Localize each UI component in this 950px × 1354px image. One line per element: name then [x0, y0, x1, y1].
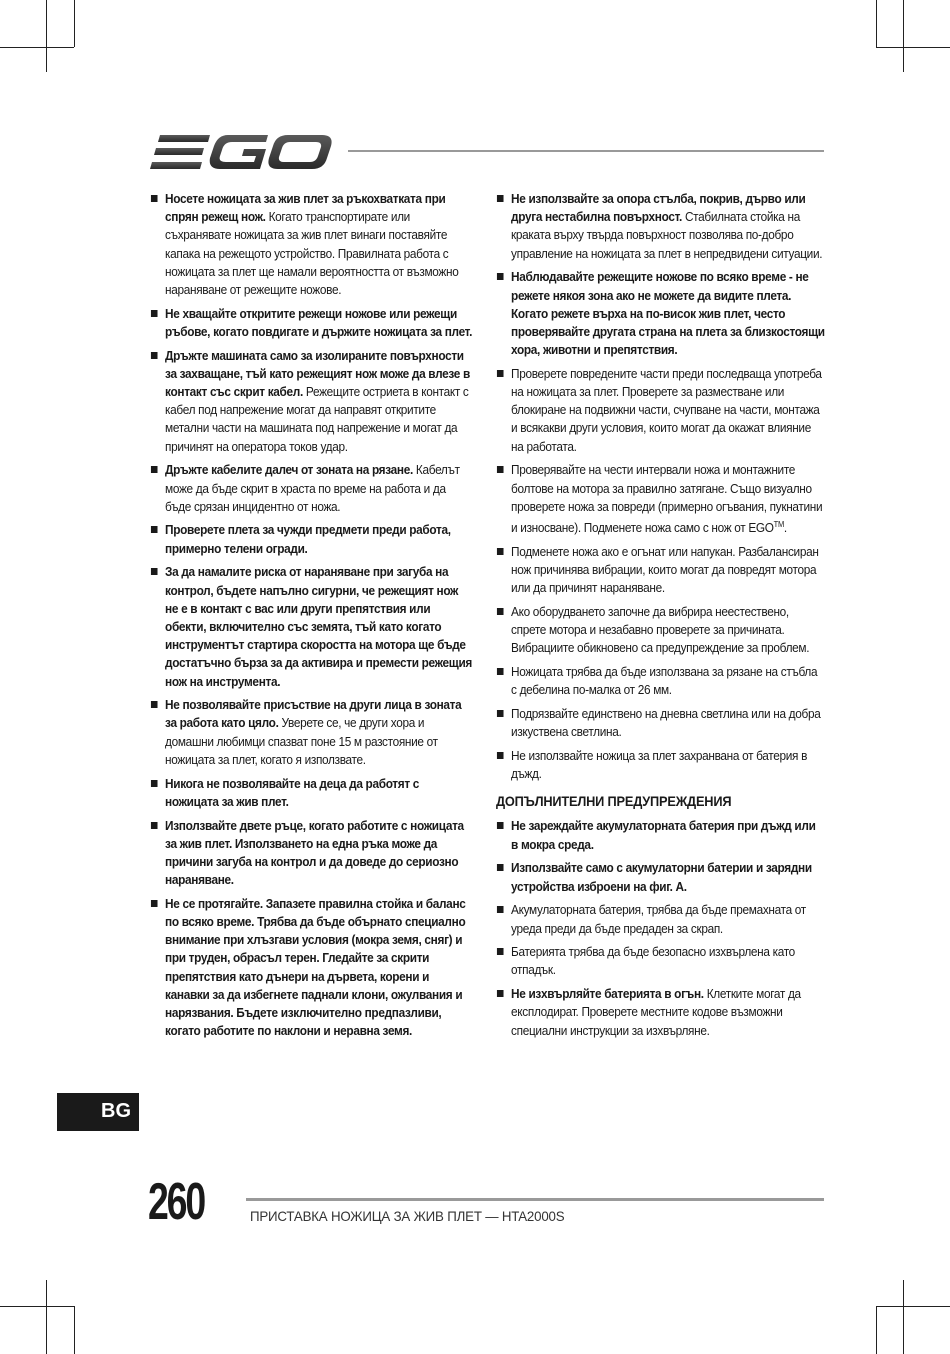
- bullet-square-icon: [497, 948, 504, 955]
- list-item: [150, 461, 473, 516]
- crop-mark: [876, 1306, 877, 1354]
- list-item: [150, 775, 473, 811]
- list-item: [150, 347, 473, 456]
- header-rule: [348, 150, 824, 152]
- crop-mark: [74, 0, 75, 47]
- list-item: [496, 603, 825, 658]
- list-item: [150, 563, 473, 690]
- language-code: BG: [101, 1100, 131, 1122]
- crop-mark: [46, 1280, 47, 1354]
- bullet-square-icon: [497, 752, 504, 759]
- list-item: [496, 747, 825, 783]
- list-item: [150, 696, 473, 769]
- item-text: Батерията трябва да бъде безопасно изхвърлена като отпадък.: [511, 945, 795, 978]
- item-bold-text: Използвайте двете ръце, когато работите с ножицата за жив плет. Използването на една ръка може да причини загуба на контрол и да доведе до сериозно нараняване.: [165, 818, 464, 888]
- bullet-square-icon: [497, 370, 504, 377]
- trademark-superscript: TM: [773, 519, 784, 529]
- bullet-square-icon: [497, 668, 504, 675]
- list-item: [496, 985, 825, 1040]
- item-bold-text: Дръжте машината само за изолираните повърхности за захващане, тъй като режещият нож може да влезе в контакт със скрит кабел.: [165, 348, 470, 400]
- bullet-square-icon: [497, 990, 504, 997]
- bullet-square-icon: [497, 195, 504, 202]
- list-item: [496, 901, 825, 937]
- item-text: Ножицата трябва да бъде използвана за рязане на стъбла с дебелина по-малка от 26 мм.: [511, 665, 818, 698]
- list-item: [496, 190, 825, 263]
- crop-mark: [46, 0, 47, 72]
- list-item: [496, 943, 825, 979]
- item-bold-text: Не изхвърляйте батерията в огън.: [511, 987, 704, 1002]
- bullet-square-icon: [497, 548, 504, 555]
- item-text: Проверете повредените части преди последваща употреба на ножицата за плет. Проверете за разместване или блокиране на подвижни части, счупване на части, монтажа и всякакви други условия, които могат да окажат влияние на работата.: [511, 366, 822, 454]
- bullet-square-icon: [151, 195, 158, 202]
- item-text: Режещите остриета в контакт с кабел под напрежение могат да направят откритите метални части на машината под напрежение и могат да причинят на оператора токов удар.: [165, 385, 469, 454]
- right-column: [496, 190, 825, 1045]
- item-text: Не използвайте ножица за плет захранвана от батерия в дъжд.: [511, 748, 808, 782]
- item-bold-text: Наблюдавайте режещите ножове по всяко време - не режете някоя зона ако не можете да видите плета. Когато режете върха на по-висок жив плет, често проверявайте другата страна на плета за близкостоящи хора, животни и препятствия.: [511, 270, 825, 358]
- list-item: [496, 705, 825, 741]
- bullet-square-icon: [151, 526, 158, 533]
- bullet-square-icon: [497, 466, 504, 473]
- page-number: 260: [148, 1173, 204, 1231]
- list-item: [496, 268, 825, 359]
- item-bold-text: Не използвайте за опора стълба, покрив, дърво или друга нестабилна повърхност.: [511, 192, 806, 225]
- list-item: [496, 663, 825, 699]
- item-text: Подменете ножа ако е огънат или напукан. Разбалансиран нож причинява вибрации, които могат да повредят мотора или да причинят нараняване.: [511, 544, 819, 596]
- footer-title: ПРИСТАВКА НОЖИЦА ЗА ЖИВ ПЛЕТ — HTA2000S: [250, 1208, 565, 1224]
- item-text: Клетките могат да експлодират. Проверете местните кодове възможни специални инструкции за изхвърляне.: [511, 987, 801, 1038]
- bullet-square-icon: [151, 900, 158, 907]
- bullet-square-icon: [497, 906, 504, 913]
- item-text: Уверете се, че други хора и домашни любимци спазват поне 15 м разстояние от ножицата за плет, когато я използвате.: [165, 716, 438, 767]
- list-item: [496, 461, 825, 537]
- item-bold-text: Дръжте кабелите далеч от зоната на рязане.: [165, 463, 413, 478]
- item-bold-text: Използвайте само с акумулаторни батерии и зарядни устройства изброени на фиг. А.: [511, 861, 812, 894]
- item-text: Акумулаторната батерия, трябва да бъде премахната от уреда преди да бъде предаден за скрап.: [511, 903, 806, 936]
- additional-warnings-list: [496, 817, 825, 1039]
- crop-mark: [876, 47, 950, 48]
- bullet-square-icon: [151, 701, 158, 708]
- bullet-square-icon: [151, 466, 158, 473]
- item-text-tail: .: [783, 521, 787, 536]
- bullet-square-icon: [151, 352, 158, 359]
- item-bold-text: Не зареждайте акумулаторната батерия при дъжд или в мокра среда.: [511, 819, 816, 852]
- crop-mark: [876, 1306, 950, 1307]
- list-item: [496, 365, 825, 456]
- crop-mark: [74, 1306, 75, 1354]
- ego-logo: [150, 132, 332, 172]
- section-heading: ДОПЪЛНИТЕЛНИ ПРЕДУПРЕЖДЕНИЯ: [496, 794, 732, 810]
- list-item: [150, 817, 473, 890]
- item-bold-text: Никога не позволявайте на деца да работят с ножицата за жив плет.: [165, 776, 420, 809]
- list-item: [150, 521, 473, 557]
- item-text: Когато транспортирате или съхранявате ножицата за жив плет винаги поставяйте капака на режещото устройство. Правилната работа с ножицата за плет ще намали вероятността от възможно нараняване от режещите ножове.: [165, 210, 459, 298]
- crop-mark: [876, 0, 877, 47]
- item-text: Подрязвайте единствено на дневна светлина или на добра изкуствена светлина.: [511, 706, 821, 740]
- item-text: Стабилната стойка на краката върху твърда повърхност позволява по-добро управление на ножицата за плет в непредвидени ситуации.: [511, 210, 823, 261]
- bullet-square-icon: [497, 273, 504, 280]
- list-item: [496, 859, 825, 895]
- list-item: [150, 895, 473, 1041]
- safety-list-left: [150, 190, 473, 1040]
- footer-rule: [246, 1198, 824, 1201]
- bullet-square-icon: [151, 310, 158, 317]
- crop-mark: [0, 1306, 74, 1307]
- item-bold-text: Носете ножицата за жив плет за ръкохватката при спрян режещ нож.: [165, 192, 446, 225]
- bullet-square-icon: [151, 822, 158, 829]
- item-bold-text: Не хващайте откритите режещи ножове или режещи ръбове, когато повдигате и държите ножицата за плет.: [165, 306, 473, 339]
- item-bold-text: Не се протягайте. Запазете правилна стойка и баланс по всяко време. Трябва да бъде обърнато специално внимание при хлъзгави условия (мокра земя, сняг) и при труден, обрасъл терен. Гледайте за скрити препятствия като дънери на дървета, корени и канавки за да избегнете паднали клони, ожулвания и нарязвания. Бъдете изключително предпазливи, когато работите по наклони и неравна земя.: [165, 896, 466, 1039]
- safety-list-right: [496, 190, 825, 783]
- left-column: [150, 190, 473, 1046]
- bullet-square-icon: [151, 780, 158, 787]
- crop-mark: [0, 47, 74, 48]
- item-text: Ако оборудването започне да вибрира неестествено, спрете мотора и незабавно проверете за причината. Вибрациите обикновено са предупреждение за проблем.: [511, 604, 810, 656]
- crop-mark: [903, 0, 904, 72]
- language-tab: [57, 1093, 139, 1131]
- item-bold-text: Не позволявайте присъствие на други лица в зоната за работа като цяло.: [165, 698, 462, 731]
- item-bold-text: За да намалите риска от нараняване при загуба на контрол, бъдете напълно сигурни, че режещият нож не е в контакт с вас или други препятствия или обекти, включително със земята, тъй като когато инструментът стартира скоростта на мотора ще бъде достатъчно бърза за да активира и премести режещия нож на инструмента.: [165, 565, 472, 689]
- list-item: [150, 305, 473, 341]
- item-bold-text: Проверете плета за чужди предмети преди работа, примерно телени огради.: [165, 523, 451, 556]
- bullet-square-icon: [151, 568, 158, 575]
- bullet-square-icon: [497, 864, 504, 871]
- list-item: [496, 817, 825, 853]
- bullet-square-icon: [497, 822, 504, 829]
- item-text: Кабелът може да бъде скрит в храста по време на работа и да бъде срязан инцидентно от ножа.: [165, 463, 460, 514]
- bullet-square-icon: [497, 608, 504, 615]
- bullet-square-icon: [497, 710, 504, 717]
- list-item: [150, 190, 473, 299]
- list-item: [496, 543, 825, 598]
- item-text: Проверявайте на чести интервали ножа и монтажните болтове на мотора за правилно затягане. Също визуално проверете ножа за повреди (примерно огъвания, пукнатини и износване). Подменете ножа само с нож от EGO: [511, 463, 823, 536]
- crop-mark: [903, 1280, 904, 1354]
